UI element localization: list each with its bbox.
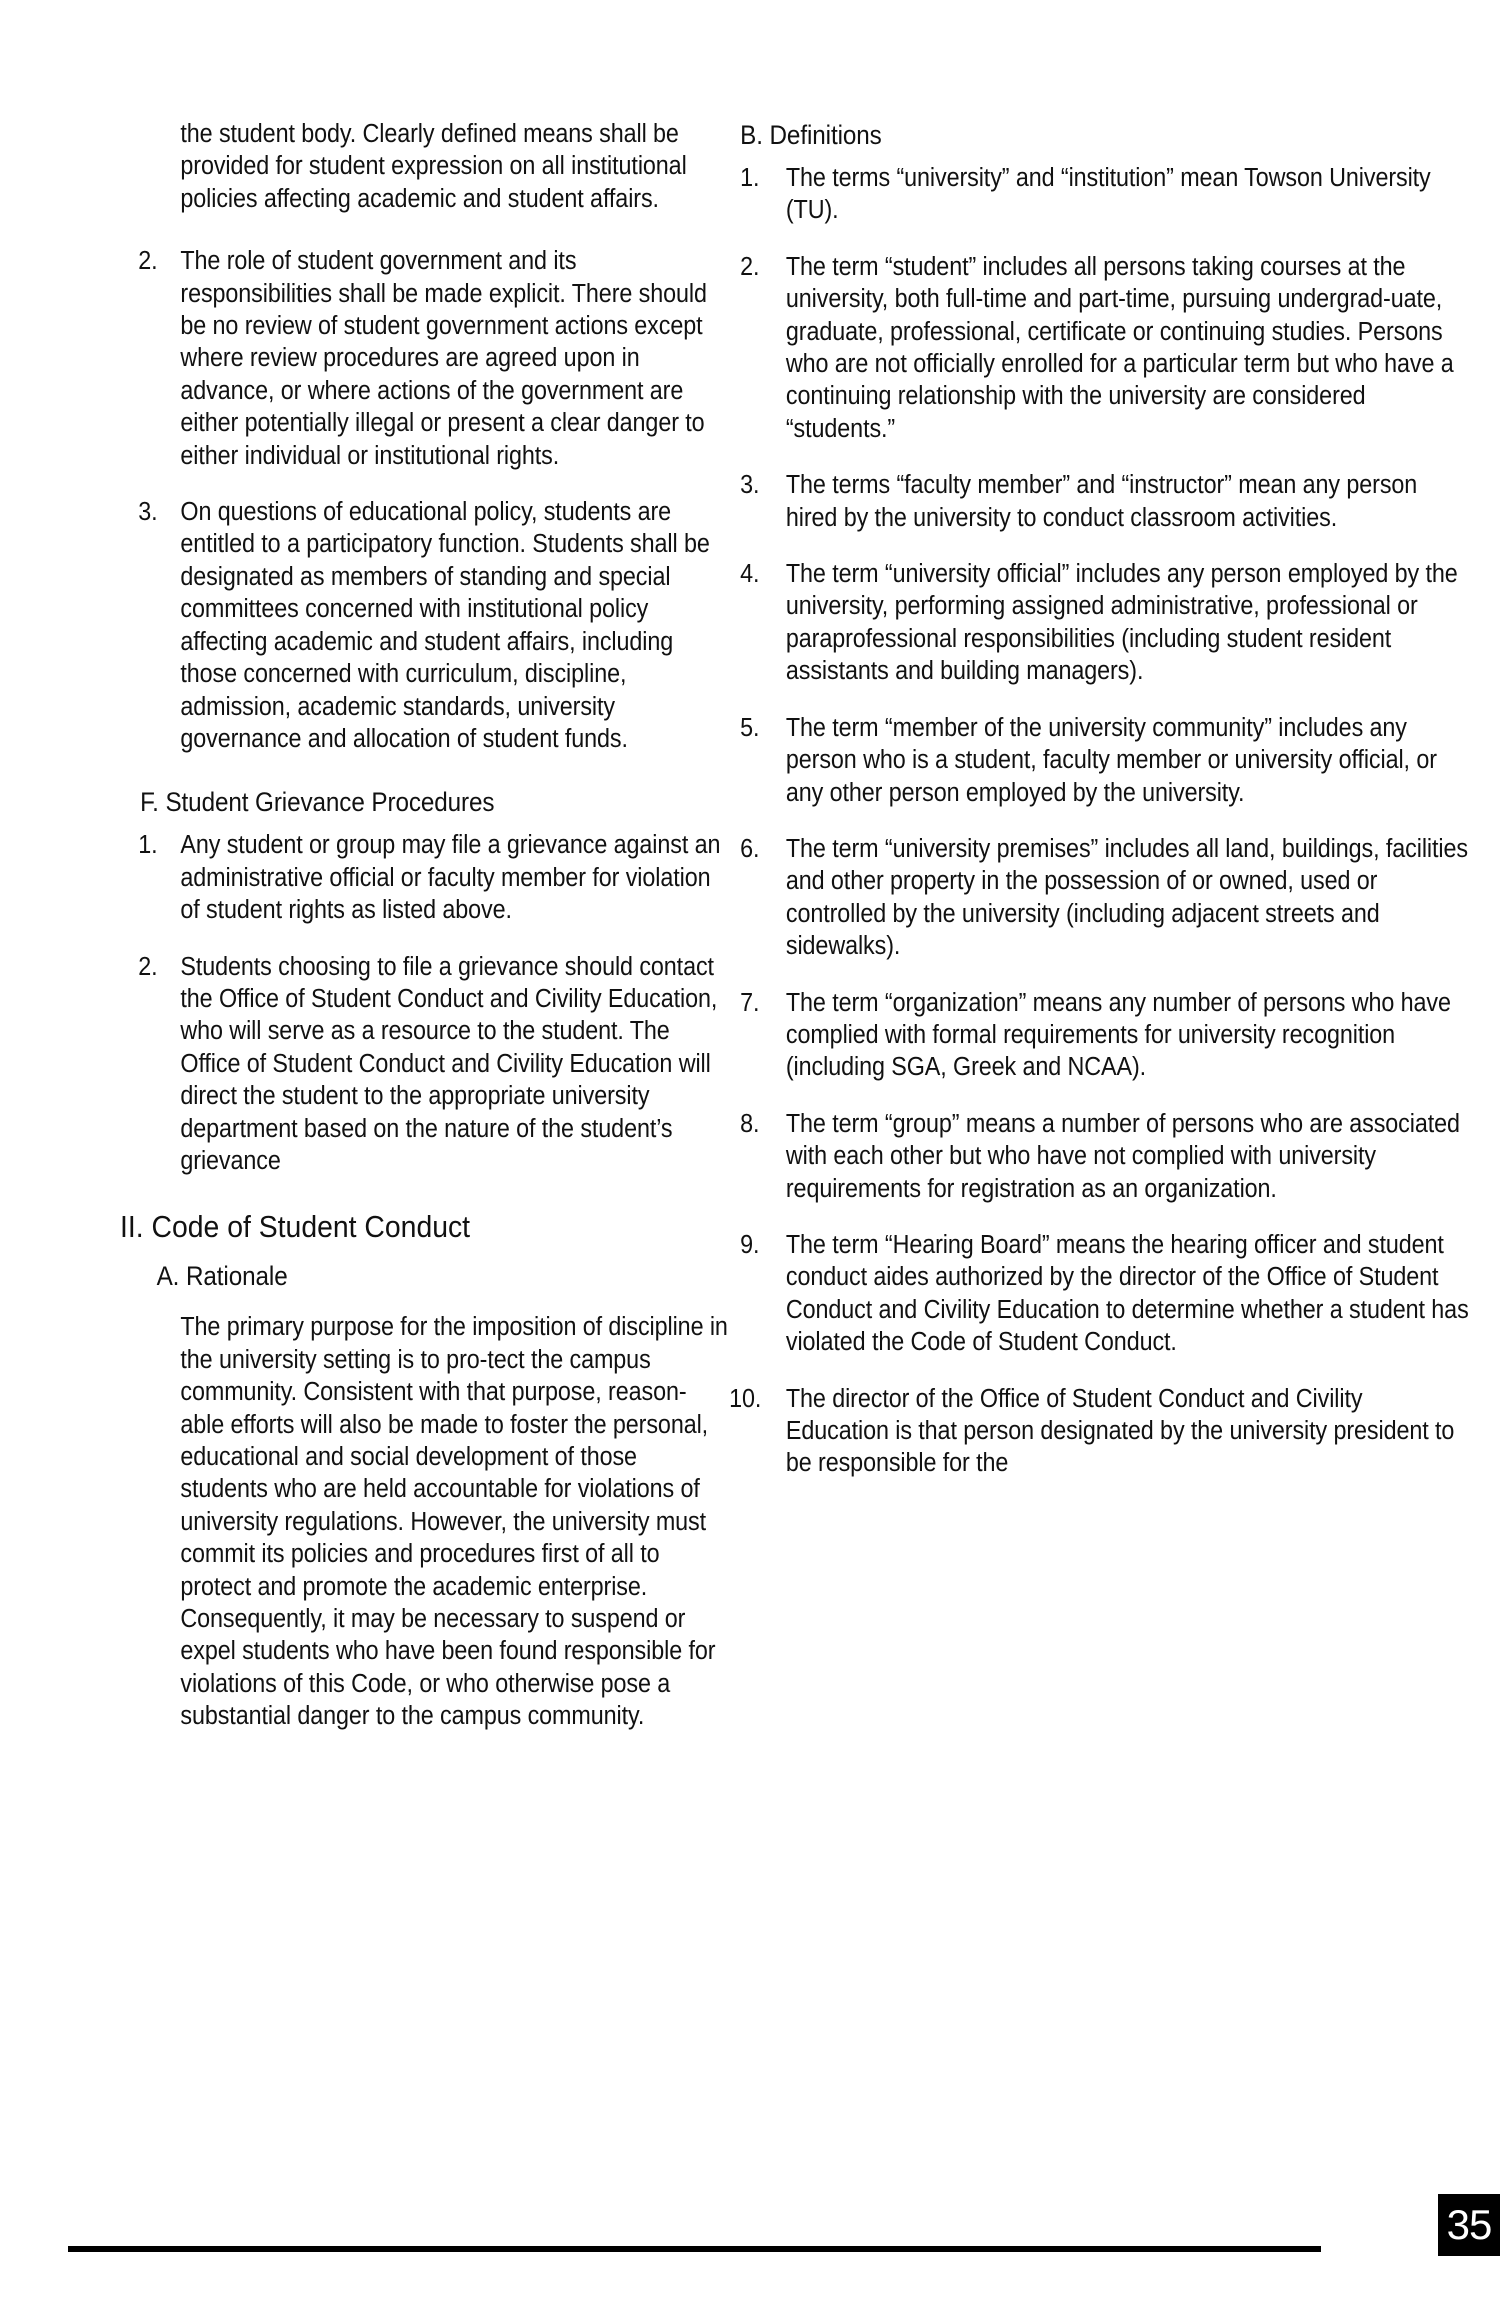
list-item-text: The term “organization” means any number of persons who have complied with formal requirements for university recognition (including SGA, Greek and NCAA). bbox=[785, 988, 1451, 1082]
section-heading-f: F. Student Grievance Procedures bbox=[140, 787, 495, 818]
list-item-number: 9. bbox=[740, 1230, 760, 1259]
list-item bbox=[720, 833, 1471, 963]
list-item-number: 3. bbox=[740, 471, 760, 500]
list-item bbox=[720, 712, 1471, 809]
list-item-number: 5. bbox=[740, 713, 760, 742]
page-number-badge: 35 bbox=[1438, 2194, 1500, 2256]
list-item-number: 10. bbox=[729, 1384, 762, 1413]
two-column-body bbox=[0, 118, 1500, 1757]
left-column bbox=[0, 118, 728, 1757]
right-column bbox=[700, 118, 1469, 1504]
list-item bbox=[120, 951, 730, 1178]
list-item-number: 4. bbox=[740, 560, 760, 589]
list-item bbox=[720, 987, 1471, 1084]
footer-rule bbox=[68, 2246, 1321, 2252]
list-item bbox=[120, 829, 730, 926]
list-item bbox=[720, 1383, 1471, 1480]
list-item-number: 8. bbox=[740, 1109, 760, 1138]
section-heading-b: B. Definitions bbox=[740, 120, 882, 150]
list-item-number: 2. bbox=[138, 247, 158, 276]
subsection-heading-a: A. Rationale bbox=[156, 1261, 288, 1292]
list-item-number: 3. bbox=[138, 498, 158, 527]
list-item bbox=[120, 245, 730, 472]
list-item-number: 2. bbox=[138, 952, 158, 981]
list-item bbox=[720, 162, 1471, 227]
section-heading-ii: II. Code of Student Conduct bbox=[120, 1209, 471, 1245]
list-item bbox=[120, 496, 730, 755]
list-item-number: 2. bbox=[740, 252, 760, 281]
list-item bbox=[720, 469, 1471, 534]
list-item bbox=[720, 1229, 1471, 1359]
list-item-text: The term “Hearing Board” means the hearing officer and student conduct aides authorized by the director of the Office of Student Conduct and Civility Education to determine whether a student has violated the Code of Student Conduct. bbox=[785, 1230, 1469, 1357]
list-item-text: The term “university premises” includes all land, buildings, facilities and other property in the possession of or owned, used or controlled by the university (including adjacent streets and sidewalks). bbox=[785, 834, 1468, 961]
list-item-number: 1. bbox=[138, 831, 158, 860]
list-item-text: The term “group” means a number of persons who are associated with each other but who have not complied with university requirements for registration as an organization. bbox=[785, 1109, 1460, 1203]
list-item-text: The terms “faculty member” and “instructor” mean any person hired by the university to conduct classroom activities. bbox=[785, 471, 1418, 532]
list-item-text: The term “member of the university community” includes any person who is a student, faculty member or university official, or any other person employed by the university. bbox=[785, 713, 1437, 807]
list-item bbox=[720, 558, 1471, 688]
list-item-text: The term “university official” includes any person employed by the university, performing assigned administrative, professional or paraprofessional responsibilities (including student resident assistants and building managers). bbox=[785, 560, 1458, 686]
list-item bbox=[720, 251, 1471, 445]
list-item-text: The director of the Office of Student Conduct and Civility Education is that person designated by the university president to be responsible for the bbox=[785, 1384, 1455, 1478]
list-item-text: Students choosing to file a grievance should contact the Office of Student Conduct and Civility Education, who will serve as a resource to the student. The Office of Student Conduct and Civility Education will direct the student to the appropriate university department based on the nature of the student’s grievance bbox=[180, 952, 718, 1175]
list-item-text: On questions of educational policy, students are entitled to a participatory function. Students shall be designated as members of standing and special committees concerned with institutional policy affecting academic and student affairs, including those concerned with curriculum, discipline, admission, academic standards, university governance and allocation of student funds. bbox=[180, 498, 710, 753]
rationale-paragraph: The primary purpose for the imposition of discipline in the university setting is to pro-tect the campus community. Consistent with that purpose, reason- able efforts will also be made to foster the personal, educational and social development of those students who are held accountable for violations of university regulations. However, the university must commit its policies and procedures first of all to protect and promote the academic enterprise. Consequently, it may be necessary to suspend or expel students who have been found responsible for violations of this Code, or who otherwise pose a substantial danger to the campus community. bbox=[180, 1313, 728, 1731]
list-item-text: The term “student” includes all persons taking courses at the university, both full-time and part-time, pursuing undergrad-uate, graduate, professional, certificate or continuing studies. Persons who are not officially enrolled for a particular term but who have a continuing relationship with the university are considered “students.” bbox=[785, 252, 1454, 443]
continued-paragraph: the student body. Clearly defined means shall be provided for student expression on all institutional policies affecting academic and student affairs. bbox=[180, 120, 687, 213]
list-item-number: 1. bbox=[740, 164, 760, 192]
list-item-text: The role of student government and its responsibilities shall be made explicit. There should be no review of student government actions except where review procedures are agreed upon in advance, or where actions of the government are either potentially illegal or present a clear danger to either individual or institutional rights. bbox=[180, 247, 707, 470]
list-item bbox=[720, 1108, 1471, 1205]
list-item-number: 6. bbox=[740, 834, 760, 863]
list-item-text: Any student or group may file a grievance against an administrative official or faculty member for violation of student rights as listed above. bbox=[180, 831, 721, 925]
list-item-text: The terms “university” and “institution” mean Towson University (TU). bbox=[785, 164, 1431, 225]
list-item-number: 7. bbox=[740, 988, 760, 1017]
